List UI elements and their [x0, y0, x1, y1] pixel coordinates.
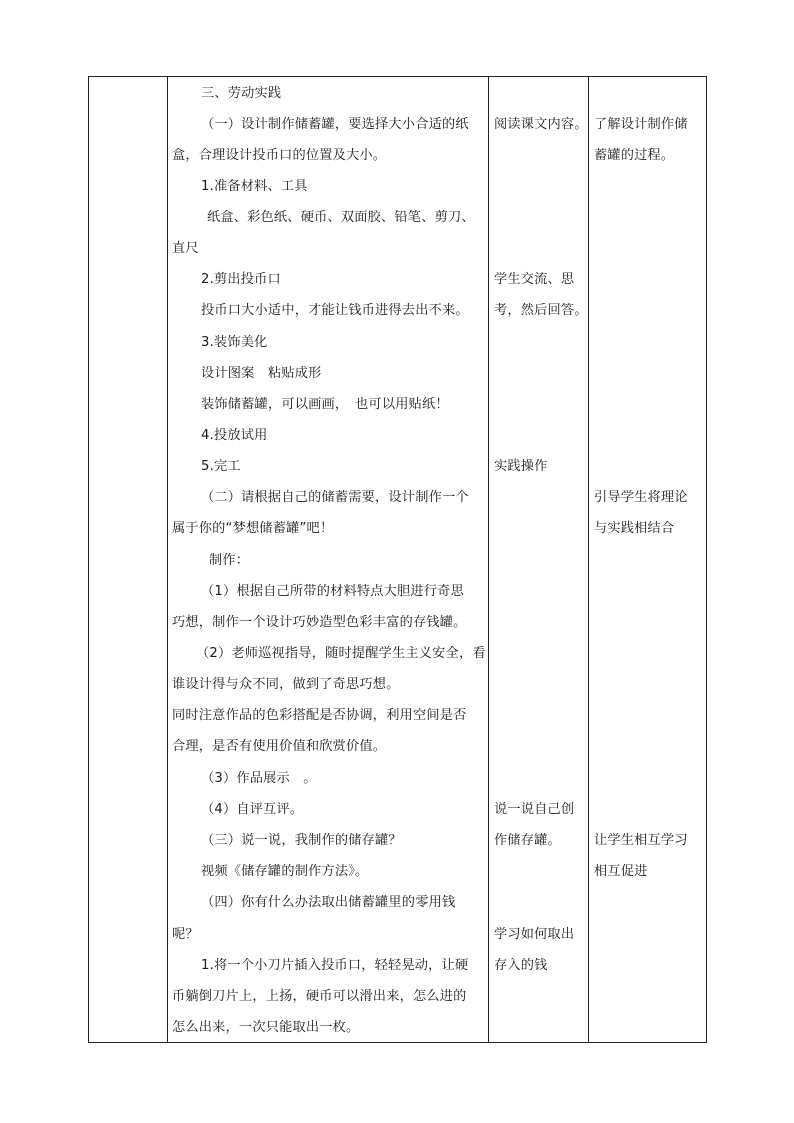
- intent-line: 蓄罐的过程。: [594, 148, 675, 163]
- content-line: （1）根据自己所带的材料特点大胆进行奇思: [201, 584, 464, 599]
- content-line: 1.准备材料、工具: [201, 179, 308, 194]
- content-line: （一）设计制作储蓄罐，要选择大小合适的纸: [201, 117, 469, 132]
- table-bottom-border: [88, 1042, 707, 1043]
- column-divider-3: [588, 76, 589, 1043]
- content-line: 视频《储存罐的制作方法》。: [201, 864, 369, 879]
- content-line: 币躺倒刀片上，上扬，硬币可以滑出来，怎么进的: [172, 989, 467, 1004]
- lesson-stage-cell: [89, 77, 167, 1042]
- content-line: （四）你有什么办法取出储蓄罐里的零用钱: [201, 895, 456, 910]
- content-line: 谁设计得与众不同，做到了奇思巧想。: [172, 677, 400, 692]
- content-line: 设计图案 粘贴成形: [201, 366, 322, 381]
- content-line: （4）自评互评。: [201, 802, 304, 817]
- content-line: 属于你的“梦想储蓄罐”吧！: [172, 521, 334, 536]
- content-line: （3）作品展示 。: [201, 771, 317, 786]
- intent-line: 让学生相互学习: [594, 833, 688, 848]
- column-divider-1: [167, 76, 168, 1043]
- content-line: （2）老师巡视指导，随时提醒学生主义安全，看: [196, 646, 486, 661]
- content-line: 投币口大小适中，才能让钱币进得去出不来。: [201, 303, 469, 318]
- activity-line: 作储存罐。: [494, 833, 561, 848]
- activity-line: 学生交流、思: [494, 272, 575, 287]
- activity-line: 学习如何取出: [494, 927, 575, 942]
- content-line: 纸盒、彩色纸、硬币、双面胶、铅笔、剪刀、: [207, 210, 475, 225]
- table-top-border: [88, 76, 707, 77]
- intent-line: 相互促进: [594, 864, 648, 879]
- intent-line: 与实践相结合: [594, 521, 675, 536]
- content-line: （二）请根据自己的储蓄需要，设计制作一个: [201, 490, 469, 505]
- intent-line: 了解设计制作储: [594, 117, 688, 132]
- content-line: 直尺: [172, 241, 199, 256]
- content-line: 怎么出来，一次只能取出一枚。: [172, 1020, 360, 1035]
- content-line: 同时注意作品的色彩搭配是否协调，利用空间是否: [172, 708, 467, 723]
- content-line: 巧想，制作一个设计巧妙造型色彩丰富的存钱罐。: [172, 615, 467, 630]
- activity-line: 存入的钱: [494, 958, 548, 973]
- content-line: 合理，是否有使用价值和欣赏价值。: [172, 739, 387, 754]
- content-line: （三）说一说，我制作的储存罐？: [201, 833, 402, 848]
- intent-line: 引导学生将理论: [594, 490, 688, 505]
- activity-line: 实践操作: [494, 459, 548, 474]
- content-line: 呢？: [172, 927, 199, 942]
- content-line: 1.将一个小刀片插入投币口，轻轻晃动，让硬: [201, 958, 469, 973]
- content-line: 制作：: [209, 553, 250, 568]
- table-right-border: [706, 76, 707, 1043]
- activity-line: 说一说自己创: [494, 802, 575, 817]
- activity-line: 阅读课文内容。: [494, 117, 588, 132]
- activity-line: 考，然后回答。: [494, 303, 588, 318]
- content-line: 盒，合理设计投币口的位置及大小。: [172, 148, 387, 163]
- content-line: 装饰储蓄罐，可以画画， 也可以用贴纸！: [201, 397, 449, 412]
- content-line: 4.投放试用: [201, 428, 268, 443]
- column-divider-2: [488, 76, 489, 1043]
- content-line: 2.剪出投币口: [201, 272, 281, 287]
- section-heading: 三、劳动实践: [201, 86, 282, 101]
- content-line: 3.装饰美化: [201, 335, 268, 350]
- content-line: 5.完工: [201, 459, 241, 474]
